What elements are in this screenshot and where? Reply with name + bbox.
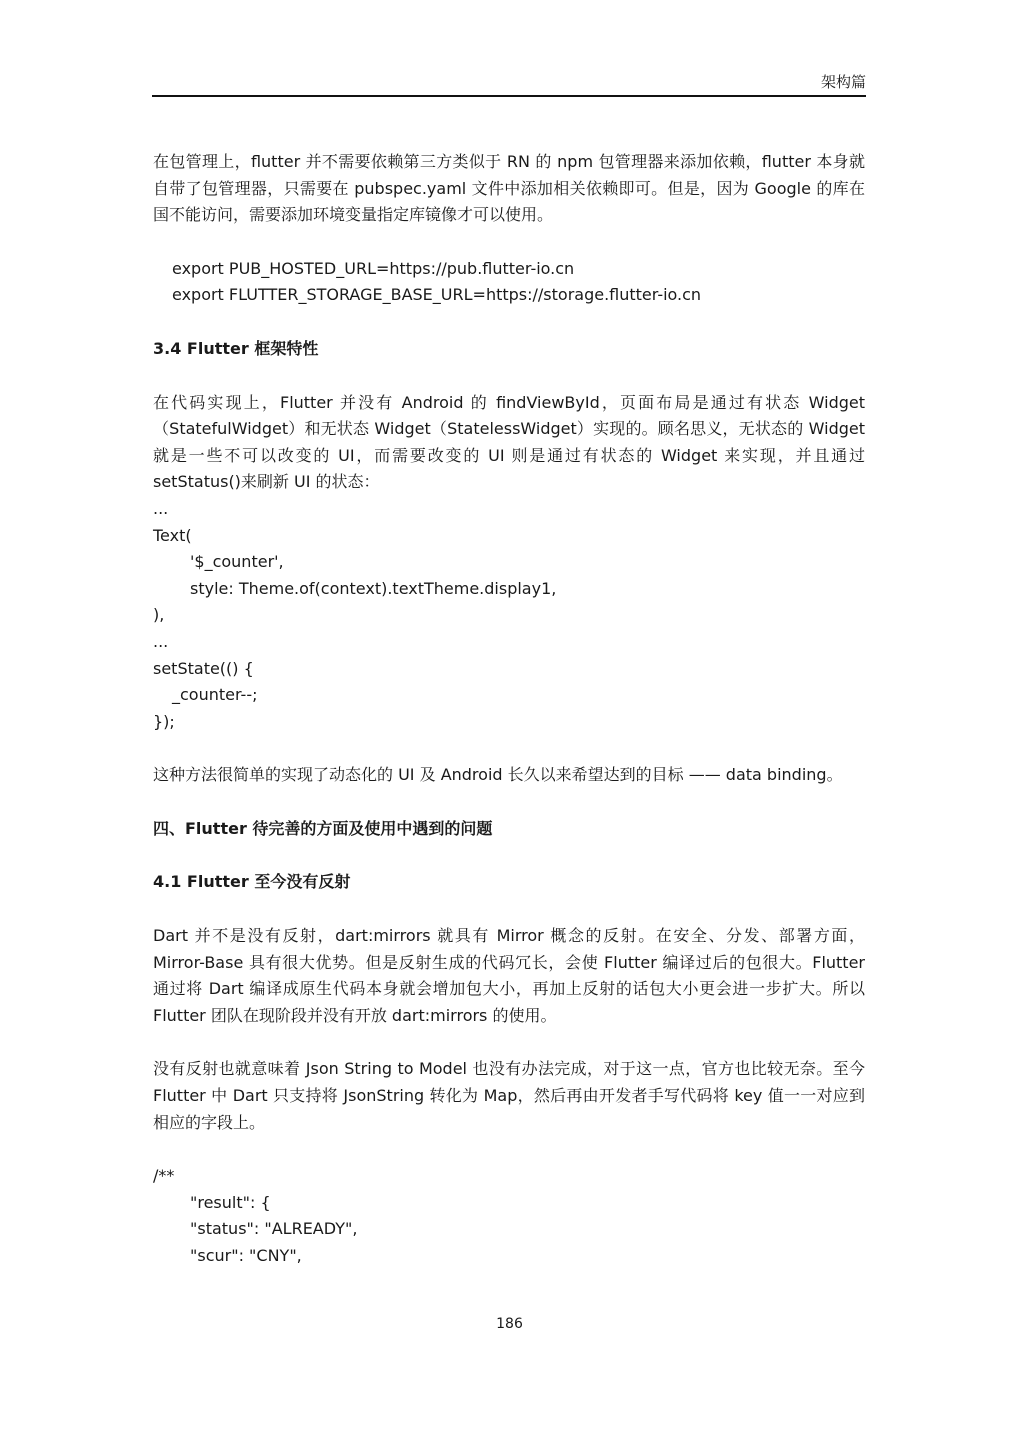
section-heading-4: 四、Flutter 待完善的方面及使用中遇到的问题 (153, 818, 493, 838)
code-line: ... (153, 631, 169, 651)
code-line: ... (153, 498, 169, 518)
paragraph-package-management: 在包管理上，flutter 并不需要依赖第三方类似于 RN 的 npm 包管理器来添加依赖，flutter 本身就自带了包管理器，只需要在 pubspec.yaml 文件中添加相关依赖即可。但是，因为 Google 的库在国不能访问，需要添加环境变量指定库镜像才可以使用。 (153, 152, 865, 225)
code-line: }); (153, 711, 175, 731)
paragraph-widget-state: 在代码实现上，Flutter 并没有 Android 的 findViewById，页面布局是通过有状态 Widget（StatefulWidget）和无状态 Widget（StatelessWidget）实现的。顾名思义，无状态的 Widget 就是一些不可以改变的 UI，而需要改变的 UI 则是通过有状态的 Widget 来实现，并且通过 setStatus()来刷新 UI 的状态： (153, 392, 865, 492)
page-number: 186 (496, 1316, 523, 1332)
code-line: _counter--; (172, 685, 258, 705)
code-line: "scur": "CNY", (190, 1246, 302, 1265)
code-line: Text( (153, 525, 192, 545)
env-export-pub-hosted-url: export PUB_HOSTED_URL=https://pub.flutter-io.cn (172, 258, 575, 278)
header-divider (152, 95, 866, 97)
paragraph-dart-mirrors: Dart 并不是没有反射，dart:mirrors 就具有 Mirror 概念的反射。在安全、分发、部署方面，Mirror-Base 具有很大优势。但是反射生成的代码冗长，会使 Flutter 编译过后的包很大。Flutter 通过将 Dart 编译成原生代码本身就会增加包大小，再加上反射的话包大小更会进一步扩大。所以 Flutter 团队在现阶段并没有开放 dart:mirrors 的使用。 (153, 926, 865, 1025)
code-line: '$_counter', (190, 552, 284, 572)
env-export-storage-base-url: export FLUTTER_STORAGE_BASE_URL=https://storage.flutter-io.cn (172, 285, 702, 305)
code-line: setState(() { (153, 658, 254, 678)
code-line: /** (153, 1166, 175, 1186)
paragraph-data-binding: 这种方法很简单的实现了动态化的 UI 及 Android 长久以来希望达到的目标 —— data binding。 (153, 765, 843, 785)
code-line: "result": { (190, 1192, 271, 1212)
section-heading-3-4: 3.4 Flutter 框架特性 (153, 338, 319, 358)
page-body (153, 149, 865, 1270)
code-line: "status": "ALREADY", (190, 1219, 358, 1239)
paragraph-json-to-model: 没有反射也就意味着 Json String to Model 也没有办法完成，对于这一点，官方也比较无奈。至今 Flutter 中 Dart 只支持将 JsonString 转化为 Map，然后再由开发者手写代码将 key 值一一对应到相应的字段上。 (153, 1059, 865, 1132)
running-header-title: 架构篇 (820, 73, 866, 91)
code-line: style: Theme.of(context).textTheme.display1, (190, 578, 557, 598)
section-heading-4-1: 4.1 Flutter 至今没有反射 (153, 872, 351, 892)
code-line: ), (153, 605, 165, 625)
